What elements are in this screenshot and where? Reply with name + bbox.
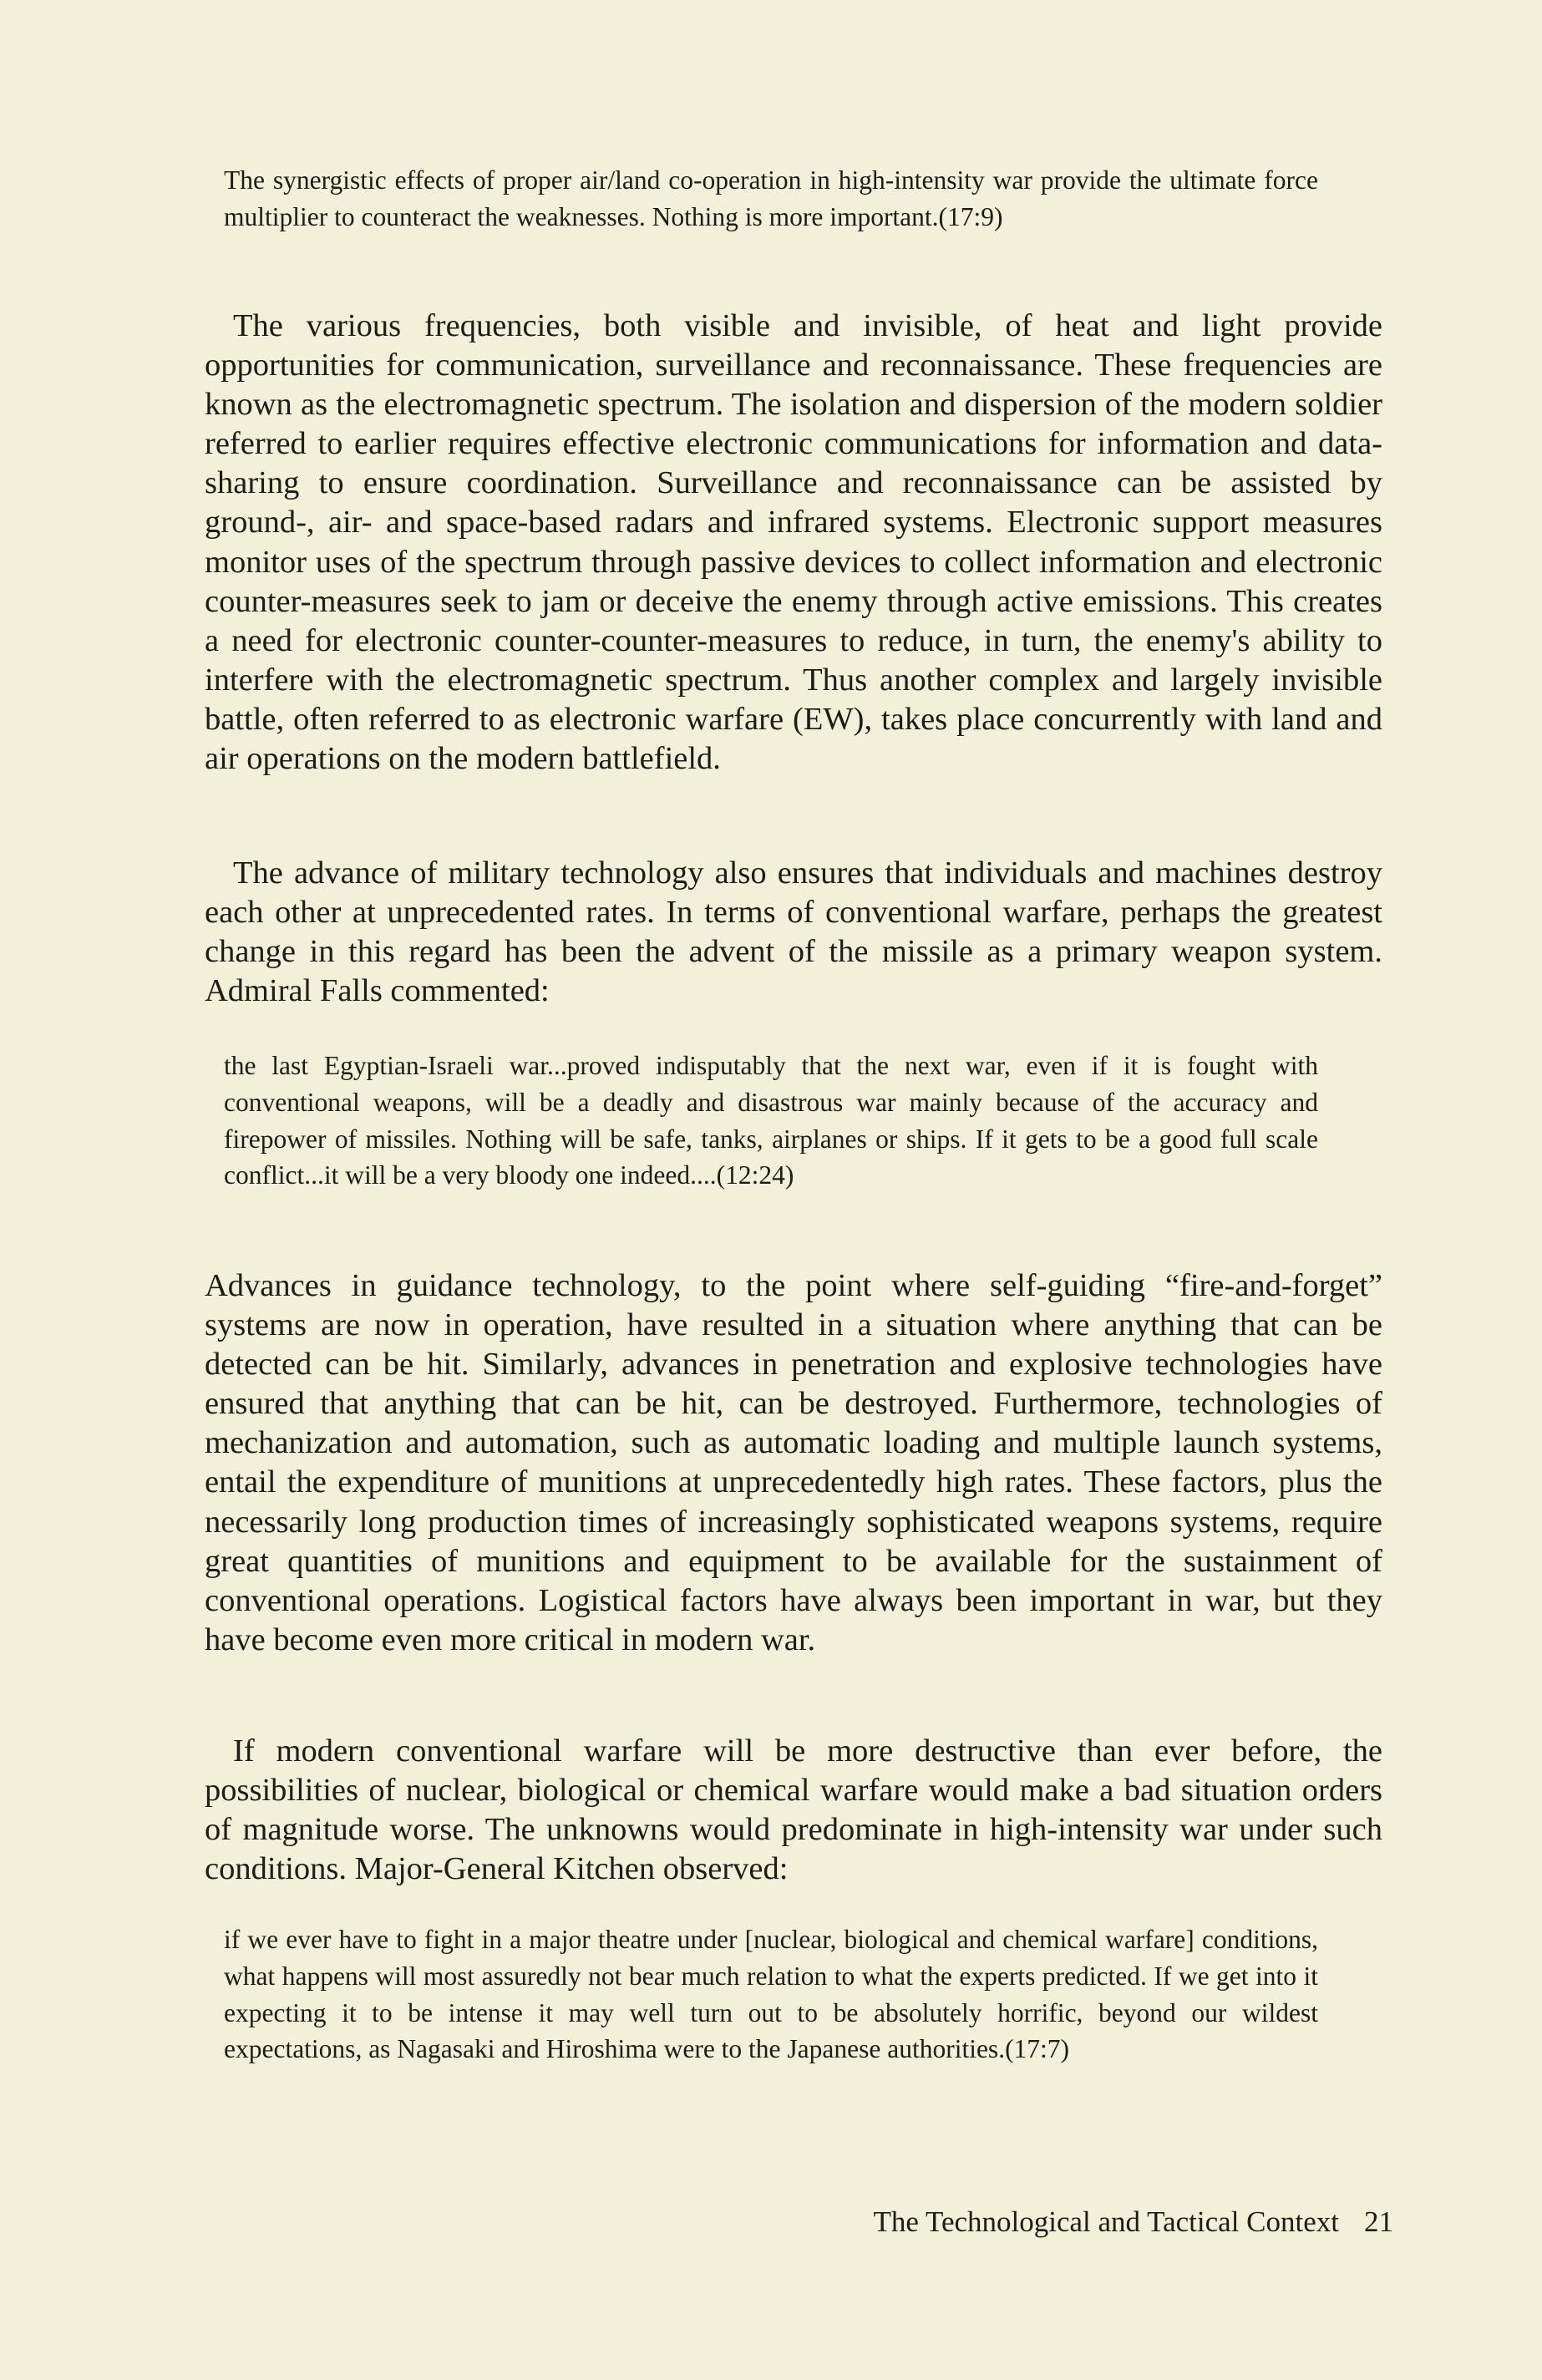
paragraph-electromagnetic-spectrum	[205, 307, 1382, 779]
page-number: 21	[1364, 2205, 1393, 2238]
block-quote-air-land: The synergistic effects of proper air/land co-operation in high-intensity war provide the ultimate force multiplier to counteract the weaknesses. Nothing is more important.(17:9)	[224, 165, 1318, 231]
paragraph-nbc-warfare	[205, 1732, 1382, 1889]
block-quote-admiral-falls: the last Egyptian-Israeli war...proved indisputably that the next war, even if it is fought with conventional weapons, will be a deadly and disastrous war mainly because of the accuracy and firepower of missiles. Nothing will be safe, tanks, airplanes or ships. If it gets to be a good full scale conflict...it will be a very bloody one indeed....(12:24)	[224, 1051, 1318, 1190]
paragraph-text: If modern conventional warfare will be more destructive than ever before, the possibilities of nuclear, biological or chemical warfare would make a bad situation orders of magnitude worse. The unknowns would predominate in high-intensity war under such conditions. Major-General Kitchen observed:	[205, 1733, 1382, 1887]
running-title: The Technological and Tactical Context	[873, 2205, 1339, 2238]
paragraph-guidance-technology: Advances in guidance technology, to the point where self-guiding “fire-and-forget” systems are now in operation, have resulted in a situation where anything that can be detected can be hit. Similarly, advances in penetration and explosive technologies have ensured that anything that can be hit, can be destroyed. Furthermore, technologies of mechanization and automation, such as automatic loading and multiple launch systems, entail the expenditure of munitions at unprecedentedly high rates. These factors, plus the necessarily long production times of increasingly sophisticated weapons systems, require great quantities of munitions and equipment to be available for the sustainment of conventional operations. Logistical factors have always been important in war, but they have become even more critical in modern war.	[205, 1268, 1382, 1657]
block-quote-kitchen: if we ever have to fight in a major theatre under [nuclear, biological and chemical warfare] conditions, what happens will most assuredly not bear much relation to what the experts predicted. If we get into it expecting it to be intense it may well turn out to be absolutely horrific, beyond our wildest expectations, as Nagasaki and Hiroshima were to the Japanese authorities.(17:7)	[224, 1925, 1318, 2064]
page-footer	[873, 2205, 1393, 2239]
paragraph-text: The various frequencies, both visible and invisible, of heat and light provide opportunities for communication, surveillance and reconnaissance. These frequencies are known as the electromagnetic spectrum. The isolation and dispersion of the modern soldier referred to earlier requires effective electronic communications for information and data-sharing to ensure coordination. Surveillance and reconnaissance can be assisted by ground-, air- and space-based radars and infrared systems. Electronic support measures monitor uses of the spectrum through passive devices to collect information and electronic counter-measures seek to jam or deceive the enemy through active emissions. This creates a need for electronic counter-counter-measures to reduce, in turn, the enemy's ability to interfere with the electromagnetic spectrum. Thus another complex and largely invisible battle, often referred to as electronic warfare (EW), takes place concurrently with land and air operations on the modern battlefield.	[205, 308, 1382, 777]
paragraph-text: The advance of military technology also ensures that individuals and machines destroy each other at unprecedented rates. In terms of conventional warfare, perhaps the greatest change in this regard has been the advent of the missile as a primary weapon system. Admiral Falls commented:	[205, 855, 1382, 1009]
paragraph-military-technology	[205, 854, 1382, 1011]
